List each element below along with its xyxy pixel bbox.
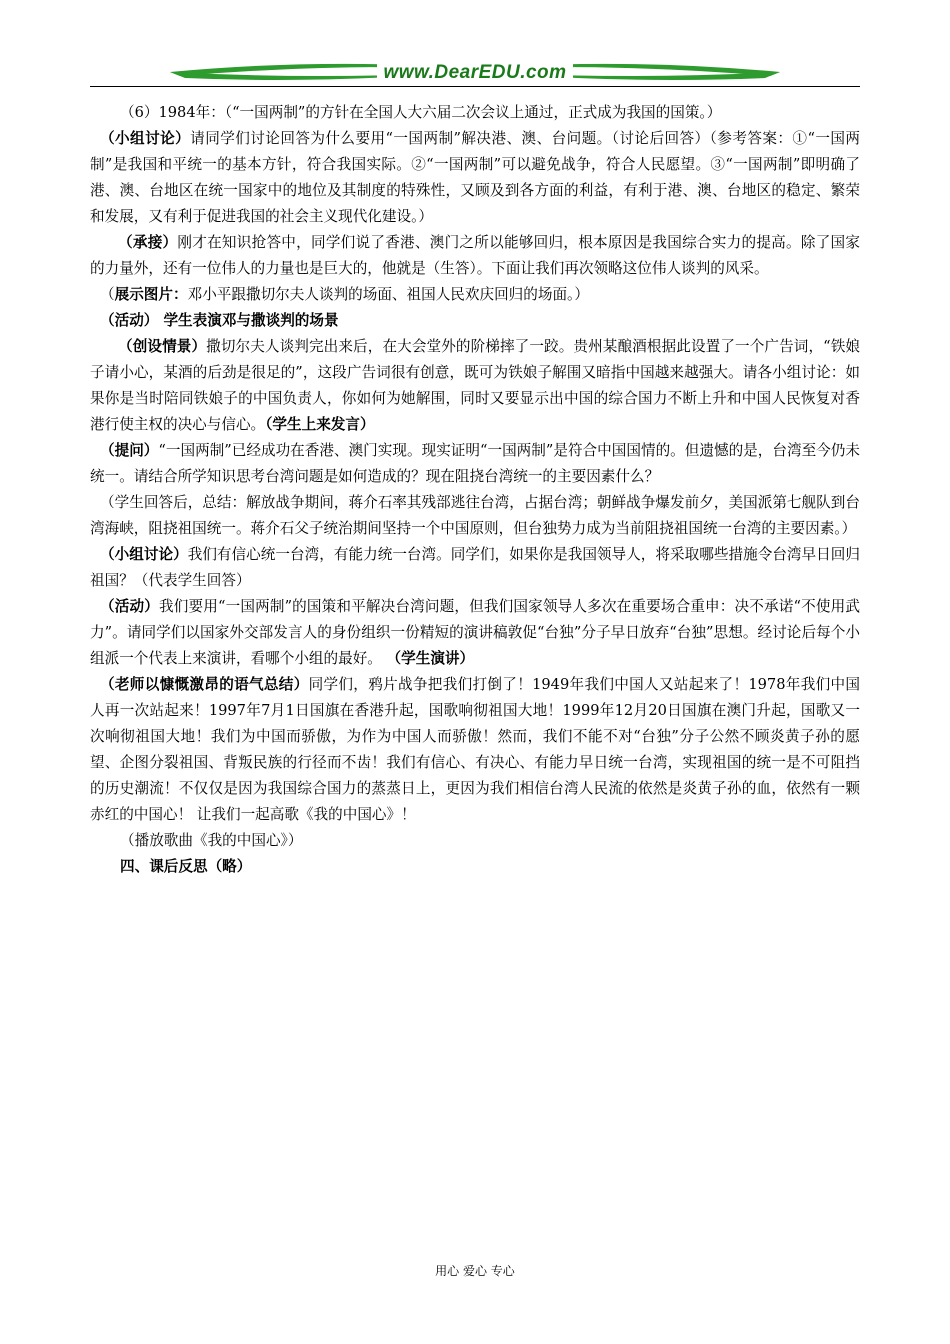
paragraph-text: 刚才在知识抢答中，同学们说了香港、澳门之所以能够回归，根本原因是我国综合实力的提高。除了国家的力量外，还有一位伟人的力量也是巨大的，他就是（生答）。下面让我们再次领略这位伟人谈判的风采。	[90, 234, 860, 277]
paragraph-text: 撒切尔夫人谈判完出来后，在大会堂外的阶梯摔了一跤。贵州某酿酒根据此设置了一个广告词，“铁娘子请小心，某酒的后劲是很足的”，这段广告词很有创意，既可为铁娘子解围又暗指中国越来越强大。请各小组讨论：如果你是当时陪同铁娘子的中国负责人，你如何为她解围，同时又要显示出中国的综合国力不断上升和中国人民恢复对香港行使主权的决心与信心。	[90, 338, 860, 433]
paragraph-play-song	[90, 828, 860, 854]
paragraph-label: （提问）	[100, 442, 159, 459]
paragraph-tail: （学生演讲）	[386, 650, 475, 667]
paragraph-summary	[90, 490, 860, 542]
paragraph-activity-heading	[90, 308, 860, 334]
paragraph-text: 邓小平跟撒切尔夫人谈判的场面、祖国人民欢庆回归的场面。）	[187, 286, 589, 303]
paragraph-text: 我们要用“一国两制”的国策和平解决台湾问题，但我们国家领导人多次在重要场合重申：决不承诺“不使用武力”。请同学们以国家外交部发言人的身份组织一份精短的演讲稿敦促“台独”分子早日放弃“台独”思想。经讨论后每个小组派一个代表上来演讲，看哪个小组的最好。	[90, 598, 860, 667]
paragraph-tail: （学生上来发言）	[265, 416, 375, 433]
paragraph-1984	[90, 100, 860, 126]
paragraph-label: （小组讨论）	[100, 546, 188, 563]
paragraph-question	[90, 438, 860, 490]
paragraph-group-discussion-2	[90, 542, 860, 594]
paragraph-open-bracket: （	[100, 286, 115, 303]
paragraph-label: （活动） 学生表演邓与撒谈判的场景	[100, 312, 339, 329]
paragraph-label: （老师以慷慨激昂的语气总结）	[100, 676, 309, 693]
paragraph-text: 请同学们讨论回答为什么要用“一国两制”解决港、澳、台问题。（讨论后回答）（参考答案：①“一国两制”是我国和平统一的基本方针，符合我国实际。②“一国两制”可以避免战争，符合人民愿望。③“一国两制”即明确了港、澳、台地区在统一国家中的地位及其制度的特殊性，又顾及到各方面的利益，有利于港、澳、台地区的稳定、繁荣和发展，又有利于促进我国的社会主义现代化建设。）	[90, 130, 860, 225]
paragraph-scenario	[90, 334, 860, 438]
paragraph-text: （6）1984年：（“一国两制”的方针在全国人大六届二次会议上通过，正式成为我国的国策。）	[120, 104, 722, 121]
paragraph-label: （小组讨论）	[100, 130, 191, 147]
paragraph-text: 我们有信心统一台湾，有能力统一台湾。同学们，如果你是我国领导人，将采取哪些措施令台湾早日回归祖国？（代表学生回答）	[90, 546, 860, 589]
paragraph-group-discussion-1	[90, 126, 860, 230]
document-body	[90, 100, 860, 880]
paragraph-text: （学生回答后，总结：解放战争期间，蒋介石率其残部逃往台湾，占据台湾；朝鲜战争爆发前夕，美国派第七舰队到台湾海峡，阻挠祖国统一。蒋介石父子统治期间坚持一个中国原则，但台独势力成为当前阻挠祖国统一台湾的主要因素。）	[90, 494, 860, 537]
paragraph-activity-speech	[90, 594, 860, 672]
paragraph-show-pictures	[90, 282, 860, 308]
paragraph-label: （创设情景）	[118, 338, 207, 355]
section-heading-reflection	[90, 854, 860, 880]
paragraph-text: （播放歌曲《我的中国心》）	[120, 832, 303, 849]
paragraph-label: （承接）	[118, 234, 178, 251]
site-url: www.DearEDU.com	[377, 62, 572, 83]
paragraph-teacher-summary	[90, 672, 860, 828]
page-footer: 用心 爱心 专心	[435, 1264, 515, 1278]
header-rule	[90, 86, 860, 87]
paragraph-transition	[90, 230, 860, 282]
paragraph-label: 四、课后反思（略）	[120, 858, 252, 875]
paragraph-text: “一国两制”已经成功在香港、澳门实现。现实证明“一国两制”是符合中国国情的。但遗憾的是，台湾至今仍未统一。请结合所学知识思考台湾问题是如何造成的？现在阻挠台湾统一的主要因素什么？	[90, 442, 860, 485]
paragraph-text: 同学们，鸦片战争把我们打倒了！1949年我们中国人又站起来了！1978年我们中国人再一次站起来！1997年7月1日国旗在香港升起，国歌响彻祖国大地！1999年12月20日国旗在澳门升起，国歌又一次响彻祖国大地！我们为中国而骄傲，为作为中国人而骄傲！然而，我们不能不对“台独”分子公然不顾炎黄子孙的愿望、企图分裂祖国、背叛民族的行径而不齿！我们有信心、有决心、有能力早日统一台湾，实现祖国的统一是不可阻挡的历史潮流！不仅仅是因为我国综合国力的蒸蒸日上，更因为我们相信台湾人民流的依然是炎黄子孙的血，依然有一颗赤红的中国心！ 让我们一起高歌《我的中国心》！	[90, 676, 860, 823]
paragraph-label: 展示图片：	[114, 286, 188, 303]
paragraph-label: （活动）	[100, 598, 159, 615]
